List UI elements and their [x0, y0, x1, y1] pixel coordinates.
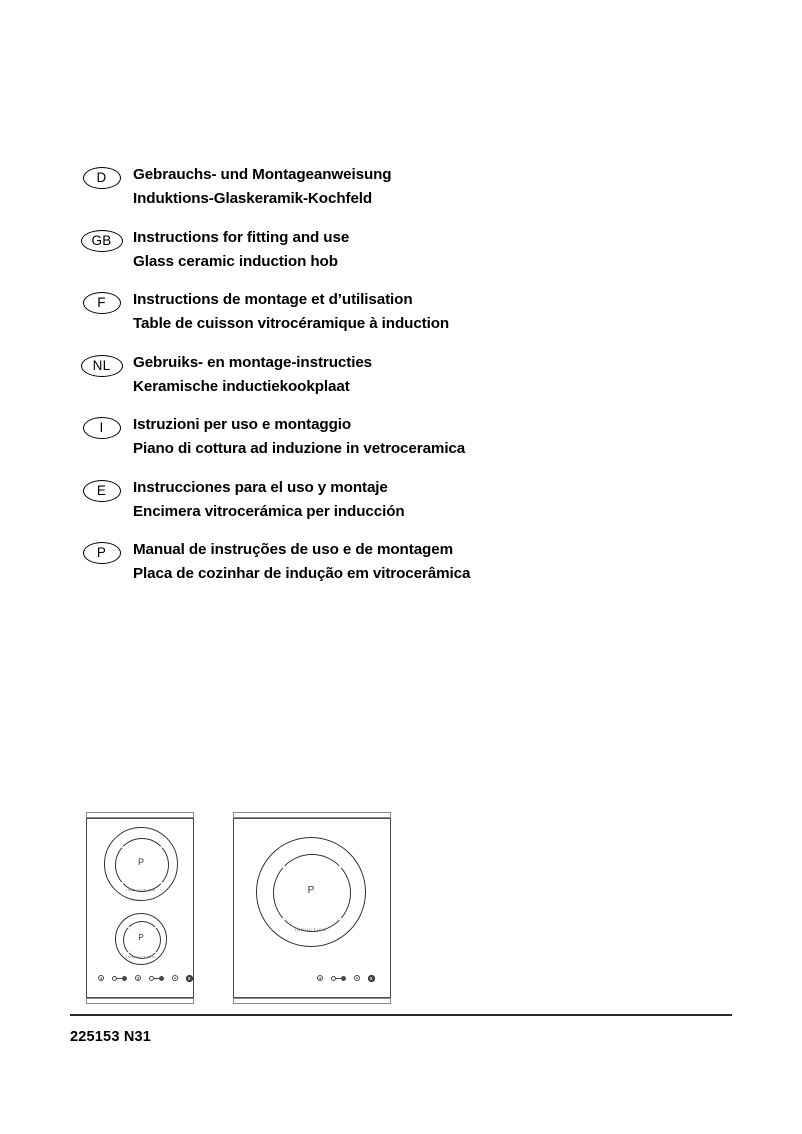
country-badge-cell	[70, 413, 133, 439]
country-badge-cell	[70, 163, 133, 189]
country-code-badge: D	[83, 167, 121, 189]
country-badge-cell	[70, 288, 133, 314]
language-entry-es	[70, 476, 730, 524]
power-icon	[98, 975, 104, 981]
manual-title: Instrucciones para el uso y montaje	[133, 478, 388, 496]
language-text	[133, 476, 730, 524]
timer-button[interactable]	[172, 975, 178, 981]
language-list	[70, 163, 730, 601]
language-entry-fr	[70, 288, 730, 336]
manual-title: Manual de instruções de uso e de montagem	[133, 541, 453, 558]
cooking-zone-large	[256, 837, 366, 947]
product-name: Table de cuisson vitrocéramique à induction	[133, 315, 450, 332]
language-entry-gb	[70, 226, 730, 274]
cooking-zone-induction-label: INDUCTION	[294, 927, 328, 932]
heat-slider-zone1[interactable]	[331, 976, 346, 981]
on-off-icon	[186, 975, 193, 982]
product-illustrations	[0, 812, 802, 1012]
hob-illustration-single-zone	[233, 812, 391, 1004]
heat-slider-zone2[interactable]	[149, 976, 164, 981]
hob-surface	[86, 818, 194, 998]
country-code-badge: E	[83, 480, 121, 502]
country-code-badge: P	[83, 542, 121, 564]
product-name: Glass ceramic induction hob	[133, 252, 338, 270]
slider-plus-icon	[122, 976, 127, 981]
manual-title: Gebruiks- en montage-instructies	[133, 353, 373, 371]
country-code-badge: F	[83, 292, 121, 314]
manual-title: Gebrauchs- und Montageanweisung	[133, 166, 392, 183]
country-code-badge: GB	[81, 230, 123, 252]
language-entry-pt	[70, 538, 730, 586]
heat-slider-zone1[interactable]	[112, 976, 127, 981]
country-badge-cell	[70, 538, 133, 564]
power-icon	[317, 975, 323, 981]
hob-bottom-trim	[233, 998, 391, 1004]
product-name: Keramische inductiekookplaat	[133, 377, 350, 395]
power-button-zone2[interactable]	[135, 975, 141, 981]
slider-plus-icon	[159, 976, 164, 981]
language-text	[133, 163, 730, 211]
cooking-zone-small-induction-label: INDUCTION	[126, 955, 156, 959]
cooking-zone-power-marker: P	[307, 885, 315, 896]
control-panel-single-zone[interactable]	[317, 975, 375, 982]
product-name: Piano di cottura ad induzione in vetroceramica	[133, 440, 466, 457]
document-reference-number: 225153 N31	[70, 1029, 152, 1045]
timer-icon	[354, 975, 360, 981]
language-entry-de	[70, 163, 730, 211]
country-badge-cell	[70, 351, 133, 377]
hob-bottom-trim	[86, 998, 194, 1004]
product-name: Induktions-Glaskeramik-Kochfeld	[133, 190, 373, 207]
cooking-zone-large	[104, 827, 178, 901]
language-entry-nl	[70, 351, 730, 399]
footer-divider	[70, 1014, 732, 1016]
slider-plus-icon	[341, 976, 346, 981]
on-off-button[interactable]	[186, 975, 193, 982]
cooking-zone-small-power-marker: P	[138, 933, 144, 942]
control-panel-two-zone[interactable]	[98, 975, 193, 982]
hob-illustration-two-zone	[86, 812, 194, 1004]
country-badge-cell	[70, 476, 133, 502]
manual-title: Instructions de montage et d’utilisation	[133, 291, 413, 308]
on-off-icon	[368, 975, 375, 982]
hob-surface	[233, 818, 391, 998]
power-icon	[135, 975, 141, 981]
language-text	[133, 351, 730, 399]
power-button-zone1[interactable]	[317, 975, 323, 981]
language-text	[133, 538, 730, 586]
timer-icon	[172, 975, 178, 981]
manual-title: Istruzioni per uso e montaggio	[133, 416, 352, 433]
language-text	[133, 413, 730, 461]
on-off-button[interactable]	[368, 975, 375, 982]
country-code-badge: NL	[81, 355, 123, 377]
product-name: Placa de cozinhar de indução em vitrocerâmica	[133, 565, 471, 582]
manual-title: Instructions for fitting and use	[133, 228, 350, 246]
country-code-badge: I	[83, 417, 121, 439]
cooking-zone-large-induction-label: INDUCTION	[126, 888, 156, 892]
country-badge-cell	[70, 226, 133, 252]
language-entry-it	[70, 413, 730, 461]
language-text	[133, 288, 730, 336]
timer-button[interactable]	[354, 975, 360, 981]
cooking-zone-large-power-marker: P	[137, 857, 144, 867]
power-button-zone1[interactable]	[98, 975, 104, 981]
product-name: Encimera vitrocerámica per inducción	[133, 502, 405, 520]
language-text	[133, 226, 730, 274]
cooking-zone-small	[115, 913, 167, 965]
